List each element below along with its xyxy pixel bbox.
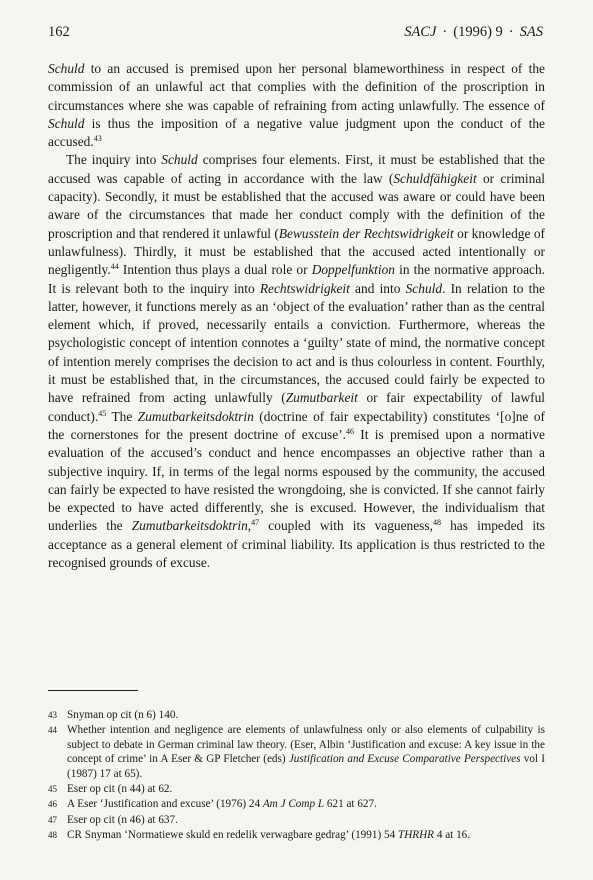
footnote-text: Eser op cit (n 44) at 62. (67, 783, 173, 796)
footnote-ref: 47 (251, 518, 260, 528)
text-run: The (106, 408, 138, 424)
text-run: CR Snyman ‘Normatiewe skuld en redelik verwagbare gedrag’ (1991) 54 (67, 829, 398, 842)
text-run: comprises four elements. First, it must be established that the accused was capable of acting in accordance with the law ( (48, 152, 545, 186)
italic-term: Bewusstein der Rechtswidrigkeit (278, 225, 454, 241)
running-header (48, 24, 543, 44)
journal-volume: (1996) 9 (453, 24, 503, 40)
italic-title: Justification and Excuse Comparative Perspectives (288, 753, 521, 766)
text-run: to an accused is premised upon her personal blameworthiness in respect of the commission of an unlawful act that complies with the definition of the proscription in circumstances where she was capable of refraining from acting unlawfully. The essence of (48, 61, 545, 113)
footnote-text (67, 797, 545, 811)
text-run: 621 at 627. (324, 798, 377, 811)
text-run: has impeded its acceptance as a general element of criminal liability. Its application is thus restricted to the recognised grounds of excuse. (48, 518, 546, 571)
italic-term: Zumutbarkeit (285, 390, 358, 406)
journal-name: SACJ (404, 24, 437, 40)
text-run: or criminal capacity). Secondly, it must be established that the accused was aware or could have been aware of the circumstances that made her conduct comply with the definition of the proscription and that rendered it unlawful ( (48, 170, 546, 241)
header-separator: · (508, 24, 514, 40)
text-run: Whether intention and negligence are elements of unlawfulness only or also elements of culpability is subject to debate in German criminal law theory. (Eser, Albin ‘Justification and excuse: A key issue in the concept of crime’ in A Eser & GP Fletcher (eds) (67, 724, 545, 766)
journal-citation (404, 24, 543, 41)
italic-term: Schuld (48, 61, 85, 76)
italic-term: Schuld (405, 280, 443, 296)
text-run: in the normative approach. It is relevant both to the inquiry into (48, 262, 546, 296)
paragraph (48, 60, 545, 151)
italic-term: Rechtswidrigkeit (259, 280, 350, 296)
footnote-text: Eser op cit (n 46) at 637. (67, 813, 178, 826)
italic-term: Zumutbarkeitsdoktrin (131, 518, 248, 534)
footnote (48, 828, 545, 842)
footnote-number: 45 (48, 784, 57, 795)
italic-term: Doppelfunktion (311, 262, 395, 278)
text-run: Intention thus plays a dual role or (118, 262, 312, 278)
italic-term: Schuld (48, 115, 85, 131)
header-separator: · (442, 24, 448, 40)
text-run: (doctrine of fair expectability) constitutes ‘[o]ne of the cornerstones for the present doctrine of excuse’. (48, 408, 545, 442)
footnotes (48, 708, 545, 844)
footnote-number: 44 (48, 725, 57, 736)
italic-term: Zumutbarkeitsdoktrin (137, 408, 254, 424)
text-run: , (247, 518, 252, 534)
text-run: or fair expectability of lawful conduct). (48, 390, 546, 424)
page-number: 162 (48, 24, 70, 40)
footnote (48, 797, 545, 811)
main-text (48, 60, 545, 572)
footnote-ref: 44 (110, 262, 119, 272)
footnote (48, 782, 545, 796)
footnote-number: 46 (48, 799, 57, 810)
text-run: is thus the imposition of a negative value judgment upon the conduct of the accused. (48, 115, 545, 150)
footnote-text (67, 828, 545, 842)
text-run: A Eser ‘Justification and excuse’ (1976) 24 (67, 798, 263, 811)
journal-short-name: SAS (519, 24, 543, 40)
italic-term: Schuld (161, 152, 198, 168)
footnote-number: 47 (48, 814, 57, 825)
footnote-divider (48, 690, 138, 691)
footnote-text: Snyman op cit (n 6) 140. (67, 709, 179, 721)
footnote (48, 723, 545, 781)
footnote-ref: 48 (432, 518, 441, 528)
italic-term: Schuldfähigkeit (393, 170, 477, 186)
footnote-number: 43 (48, 710, 57, 720)
text-run: 4 at 16. (434, 829, 471, 842)
italic-title: Am J Comp L (262, 798, 325, 811)
footnote (48, 708, 545, 722)
footnote-ref: 45 (98, 408, 107, 418)
text-run: or knowledge of unlawfulness). Thirdly, it must be established that the accused acted intentionally or negligently. (48, 225, 545, 278)
footnote (48, 813, 545, 827)
text-run: and into (349, 280, 406, 296)
text-run: It is premised upon a normative evaluation of the accused’s conduct and hence encompasses an objective rather than a subjective inquiry. If, in terms of the legal norms espoused by the community, the accused can fairly be expected to have resisted the wrongdoing, she is convicted. If she cannot fairly be expected to have acted differently, she is excused. However, the individualism that underlies the (48, 426, 545, 534)
text-run: The inquiry into (66, 152, 162, 168)
footnote-ref: 46 (346, 426, 355, 436)
footnote-text (67, 723, 545, 781)
text-run: . In relation to the latter, however, it functions merely as an ‘object of the evaluation’ rather than as the central element which, if proved, necessarily entails a conviction. Furthermore, whereas the psychologistic concept of intention connotes a ‘guilty’ state of mind, the normative concept of intention merely comprises the decision to act and is thus colourless in content. Fourthly, it must be established that, in the circumstances, the accused could fairly be expected to have refrained from acting unlawfully ( (48, 280, 545, 406)
text-run: vol I (1987) 17 at 65). (67, 753, 545, 780)
text-run: coupled with its vagueness, (259, 518, 433, 534)
paragraph (48, 151, 545, 572)
italic-title: THRHR (397, 829, 435, 842)
footnote-number: 48 (48, 830, 57, 841)
footnote-ref: 43 (93, 134, 102, 144)
